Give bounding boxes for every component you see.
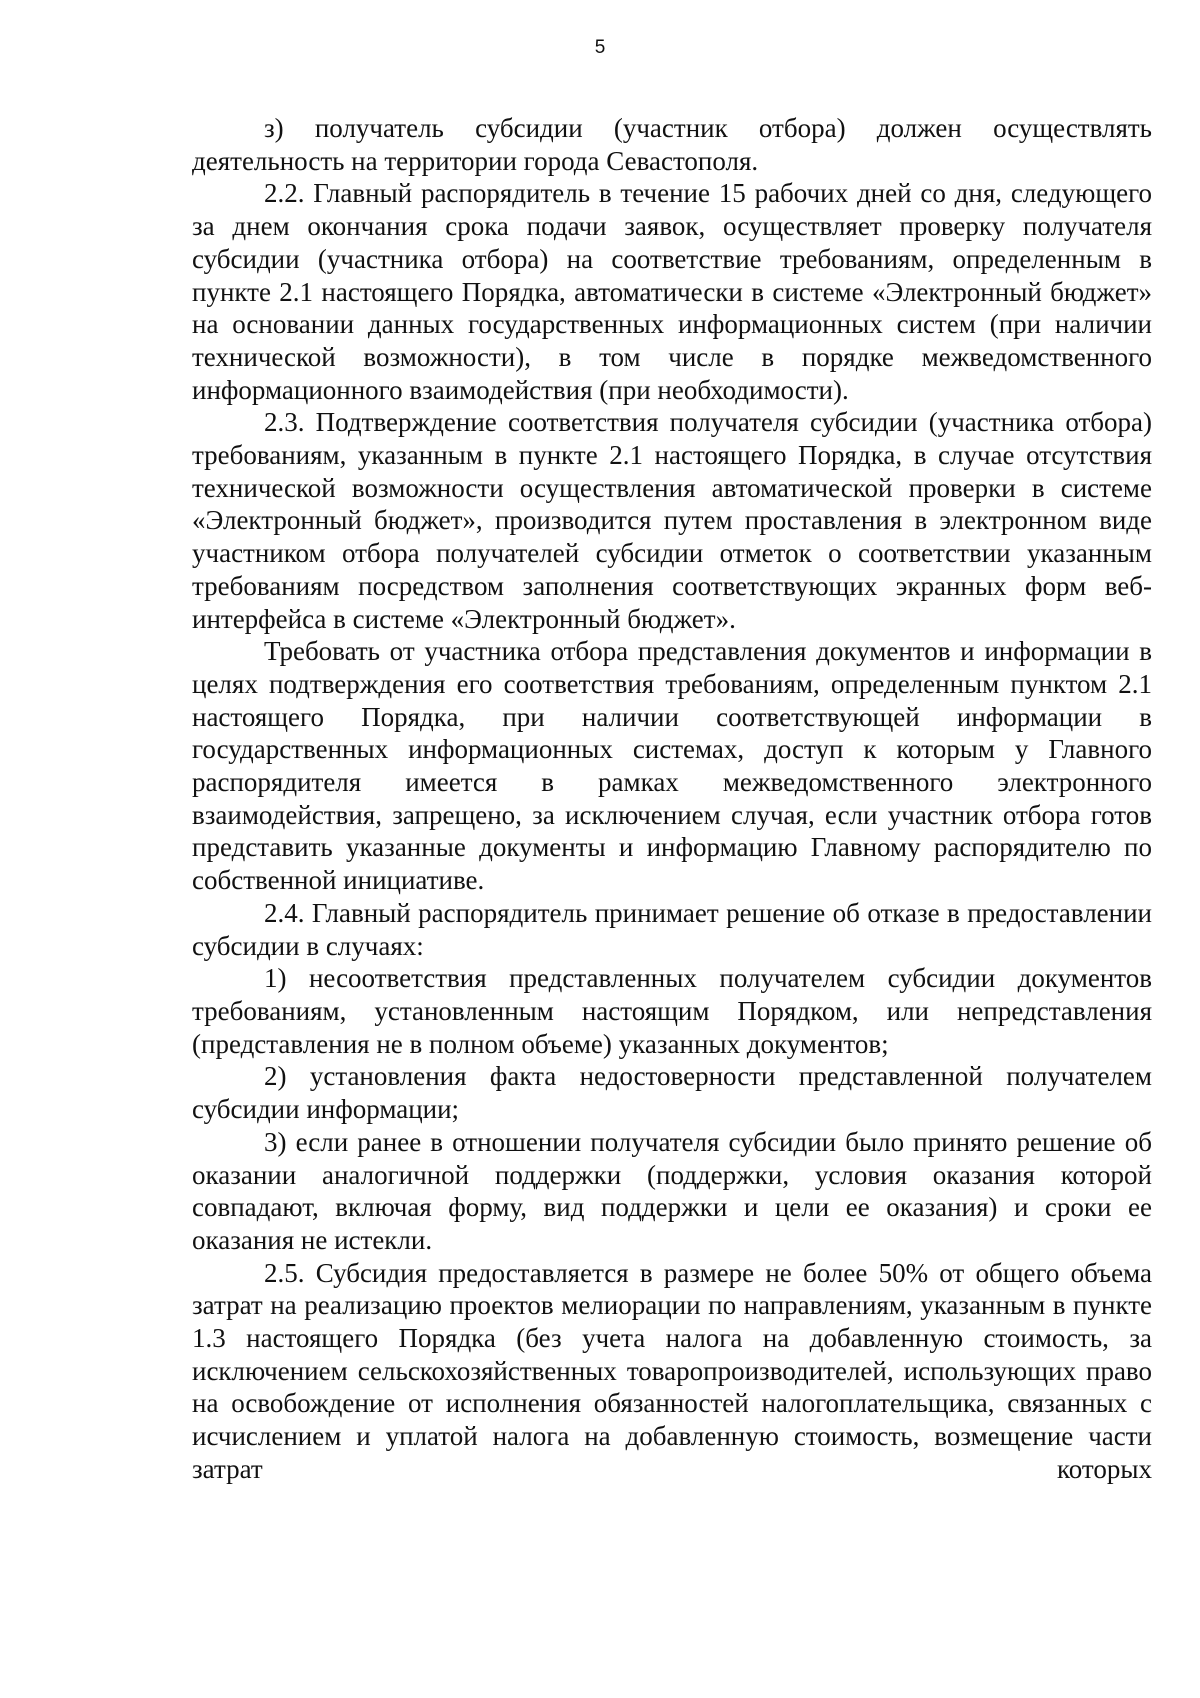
paragraph-refusal-reason-2: 2) установления факта недостоверности представленной получателем субсидии информации;	[192, 1061, 1152, 1125]
paragraph-clause-2-3: 2.3. Подтверждение соответствия получателя субсидии (участника отбора) требованиям, указанным в пункте 2.1 настоящего Порядка, в случае отсутствия технической возможности осуществления автоматической проверки в системе «Электронный бюджет», производится путем проставления в электронном виде участником отбора получателей субсидии отметок о соответствии указанным требованиям посредством заполнения соответствующих экранных форм веб-интерфейса в системе «Электронный бюджет».	[192, 407, 1152, 634]
paragraph-requirement-prohibition: Требовать от участника отбора представления документов и информации в целях подтверждения его соответствия требованиям, определенным пунктом 2.1 настоящего Порядка, при наличии соответствующей информации в государственных информационных системах, доступ к которым у Главного распорядителя имеется в рамках межведомственного электронного взаимодействия, запрещено, за исключением случая, если участник отбора готов представить указанные документы и информацию Главному распорядителю по собственной инициативе.	[192, 636, 1152, 896]
page-number: 5	[594, 37, 606, 58]
paragraph-refusal-reason-3: 3) если ранее в отношении получателя субсидии было принято решение об оказании аналогичной поддержки (поддержки, условия оказания которой совпадают, включая форму, вид поддержки и цели ее оказания) и сроки ее оказания не истекли.	[192, 1126, 1152, 1255]
paragraph-refusal-reason-1: 1) несоответствия представленных получателем субсидии документов требованиям, установленным настоящим Порядком, или непредставления (представления не в полном объеме) указанных документов;	[192, 963, 1152, 1059]
paragraph-clause-2-5: 2.5. Субсидия предоставляется в размере не более 50% от общего объема затрат на реализацию проектов мелиорации по направлениям, указанным в пункте 1.3 настоящего Порядка (без учета налога на добавленную стоимость, за исключением сельскохозяйственных товаропроизводителей, использующих право на освобождение от исполнения обязанностей налогоплательщика, связанных с исчислением и уплатой налога на добавленную стоимость, возмещение части затрат которых	[192, 1257, 1152, 1484]
paragraph-item-z: з) получатель субсидии (участник отбора) должен осуществлять деятельность на территории города Севастополя.	[192, 113, 1152, 176]
document-body	[192, 112, 1152, 1486]
paragraph-clause-2-2: 2.2. Главный распорядитель в течение 15 рабочих дней со дня, следующего за днем окончания срока подачи заявок, осуществляет проверку получателя субсидии (участника отбора) на соответствие требованиям, определенным в пункте 2.1 настоящего Порядка, автоматически в системе «Электронный бюджет» на основании данных государственных информационных систем (при наличии технической возможности), в том числе в порядке межведомственного информационного взаимодействия (при необходимости).	[192, 178, 1152, 405]
paragraph-clause-2-4: 2.4. Главный распорядитель принимает решение об отказе в предоставлении субсидии в случаях:	[192, 897, 1152, 961]
